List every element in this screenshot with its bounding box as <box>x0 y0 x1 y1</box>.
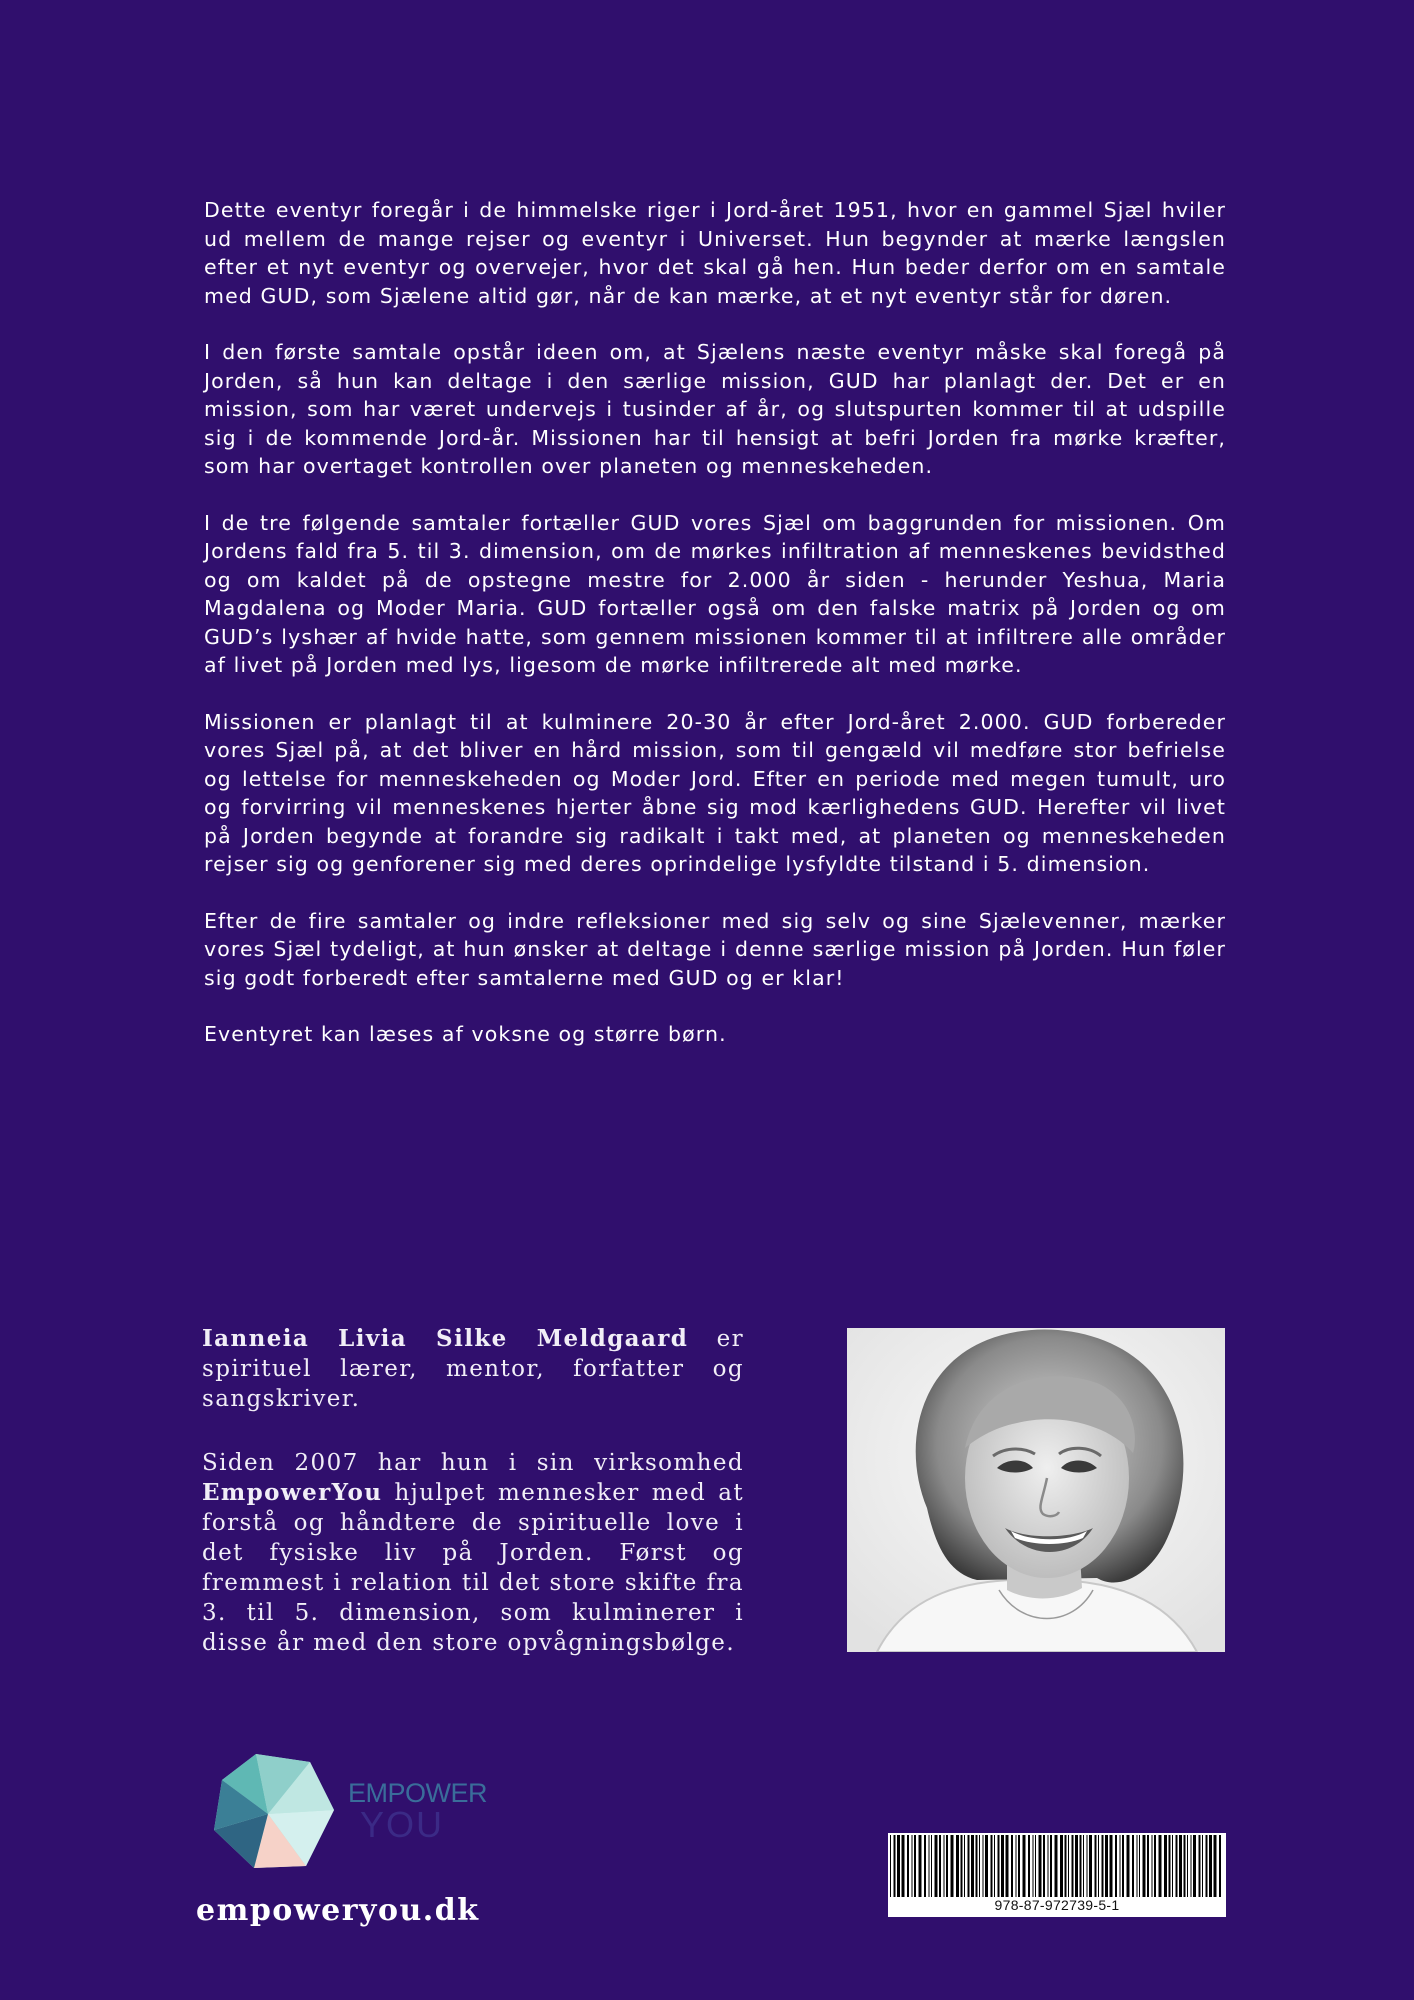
blurb-paragraph-3: I de tre følgende samtaler fortæller GUD vores Sjæl om baggrunden for missionen. Om Jordens fald fra 5. til 3. dimension, om de mørkes infiltration af menneskenes bevidsthed og om kaldet på de opstegne mestre for 2.000 år siden - herunder Yeshua, Maria Magdalena og Moder Maria. GUD fortæller også om den falske matrix på Jorden og om GUD’s lyshær af hvide hatte, som gennem missionen kommer til at infiltrere alle områder af livet på Jorden med lys, ligesom de mørke infiltrerede alt med mørke. <box>204 510 1226 677</box>
barcode-bar <box>964 1835 965 1897</box>
barcode-bar <box>1139 1835 1140 1897</box>
barcode-bar <box>931 1835 932 1897</box>
barcode-bar <box>1164 1835 1167 1897</box>
company-name: EmpowerYou <box>202 1479 383 1506</box>
barcode-bar <box>907 1835 909 1897</box>
barcode-bar <box>1087 1835 1088 1897</box>
barcode-bar <box>1075 1835 1078 1897</box>
barcode-bar <box>1206 1835 1208 1897</box>
barcode-bar <box>1072 1835 1074 1897</box>
barcode-bar <box>902 1835 905 1897</box>
barcode-bar <box>1154 1835 1156 1897</box>
barcode-bar <box>914 1835 916 1897</box>
isbn-barcode <box>888 1833 1226 1917</box>
barcode-bars <box>890 1835 1224 1897</box>
barcode-bar <box>944 1835 945 1897</box>
barcode-bar <box>1055 1835 1058 1897</box>
barcode-bar <box>1105 1835 1108 1897</box>
barcode-bar <box>890 1835 891 1897</box>
barcode-bar <box>1011 1835 1013 1897</box>
barcode-bar <box>1191 1835 1192 1897</box>
author-photo <box>847 1328 1225 1652</box>
logo-word-you: YOU <box>360 1804 445 1845</box>
barcode-bar <box>983 1835 984 1897</box>
barcode-bar <box>1193 1835 1196 1897</box>
barcode-bar <box>1115 1835 1117 1897</box>
barcode-bar <box>897 1835 900 1897</box>
barcode-bar <box>1187 1835 1188 1897</box>
barcode-bar <box>935 1835 938 1897</box>
blurb-paragraph-6: Eventyret kan læses af voksne og større børn. <box>204 1022 727 1046</box>
barcode-bar <box>1184 1835 1186 1897</box>
barcode-bar <box>1033 1835 1034 1897</box>
barcode-bar <box>1199 1835 1201 1897</box>
heptagon-logo-icon <box>210 1748 342 1874</box>
blurb-paragraph-5: Efter de fire samtaler og indre refleksioner med sig selv og sine Sjælevenner, mærker vores Sjæl tydeligt, at hun ønsker at deltage i denne særlige mission på Jorden. Hun føler sig godt forberedt efter samtalerne med GUD og er klar! <box>204 908 1226 990</box>
barcode-bar <box>939 1835 941 1897</box>
barcode-bar <box>1006 1835 1009 1897</box>
barcode-bar <box>1035 1835 1036 1897</box>
barcode-bar <box>924 1835 926 1897</box>
barcode-bar <box>1122 1835 1124 1897</box>
barcode-bar <box>1120 1835 1121 1897</box>
barcode-bar <box>1080 1835 1082 1897</box>
barcode-bar <box>998 1835 1000 1897</box>
empoweryou-logo <box>210 1748 488 1878</box>
author-bio <box>202 1324 744 1692</box>
barcode-bar <box>1102 1835 1104 1897</box>
barcode-bar <box>1018 1835 1020 1897</box>
author-bio-paragraph <box>202 1448 744 1658</box>
barcode-bar <box>912 1835 913 1897</box>
barcode-bar <box>1016 1835 1017 1897</box>
barcode-bar <box>1095 1835 1097 1897</box>
barcode-bar <box>1159 1835 1162 1897</box>
barcode-bar <box>1039 1835 1042 1897</box>
author-intro-text: er spirituel lærer, mentor, forfatter og sangskriver. <box>202 1326 744 1412</box>
barcode-bar <box>919 1835 922 1897</box>
website-url: empoweryou.dk <box>196 1893 480 1928</box>
barcode-bar <box>929 1835 930 1897</box>
barcode-bar <box>1043 1835 1045 1897</box>
barcode-bar <box>946 1835 948 1897</box>
barcode-bar <box>1068 1835 1069 1897</box>
barcode-bar <box>1083 1835 1084 1897</box>
barcode-bar <box>956 1835 959 1897</box>
author-bio-rest: hjulpet mennesker med at forstå og håndtere de spirituelle love i det fysiske liv på Jorden. Først og fremmest i relation til det store skifte fra 3. til 5. dimension, som kulminerer i disse år med den store opvågningsbølge. <box>202 1480 744 1656</box>
barcode-bar <box>1214 1835 1217 1897</box>
barcode-bar <box>1060 1835 1063 1897</box>
barcode-bar <box>1209 1835 1212 1897</box>
author-portrait-image <box>847 1328 1225 1652</box>
blurb-paragraph-1: Dette eventyr foregår i de himmelske riger i Jord-året 1951, hvor en gammel Sjæl hviler ud mellem de mange rejser og eventyr i Universet. Hun begynder at mærke længslen efter et nyt eventyr og overvejer, hvor det skal gå hen. Hun beder derfor om en samtale med GUD, som Sjælene altid gør, når de kan mærke, at et nyt eventyr står for døren. <box>204 198 1226 308</box>
barcode-bar <box>1169 1835 1171 1897</box>
blurb-paragraph-2: I den første samtale opstår ideen om, at Sjælens næste eventyr måske skal foregå på Jorden, så hun kan deltage i den særlige mission, GUD har planlagt der. Det er en mission, som har været undervejs i tusinder af år, og slutspurten kommer til at udspille sig i de kommende Jord-år. Missionen har til hensigt at befri Jorden fra mørke kræfter, som har overtaget kontrollen over planeten og menneskeheden. <box>204 340 1226 478</box>
barcode-bar <box>968 1835 970 1897</box>
barcode-bar <box>1179 1835 1182 1897</box>
barcode-bar <box>1147 1835 1149 1897</box>
barcode-bar <box>1137 1835 1138 1897</box>
barcode-bar <box>1127 1835 1130 1897</box>
barcode-bar <box>1219 1835 1221 1897</box>
barcode-bar <box>979 1835 980 1897</box>
author-intro <box>202 1324 744 1414</box>
back-cover-blurb <box>204 196 1226 1077</box>
author-name: Ianneia Livia Silke Meldgaard <box>202 1325 689 1352</box>
barcode-bar <box>1048 1835 1049 1897</box>
barcode-bar <box>951 1835 954 1897</box>
barcode-bar <box>991 1835 993 1897</box>
barcode-bar <box>1132 1835 1134 1897</box>
logo-word-empower: EMPOWER <box>348 1778 488 1808</box>
barcode-bar <box>994 1835 995 1897</box>
barcode-bar <box>1028 1835 1030 1897</box>
barcode-bar <box>1172 1835 1173 1897</box>
barcode-bar <box>961 1835 963 1897</box>
barcode-bar <box>894 1835 896 1897</box>
barcode-bar <box>985 1835 988 1897</box>
barcode-bar <box>1050 1835 1052 1897</box>
barcode-bar <box>1152 1835 1153 1897</box>
barcode-bar <box>1202 1835 1203 1897</box>
barcode-bar <box>1143 1835 1146 1897</box>
author-bio-start: Siden 2007 har hun i sin virksomhed <box>202 1450 744 1476</box>
barcode-bar <box>1176 1835 1178 1897</box>
isbn-number: 978-87-972739-5-1 <box>994 1897 1120 1913</box>
blurb-paragraph-4: Missionen er planlagt til at kulminere 20-30 år efter Jord-året 2.000. GUD forbereder vores Sjæl på, at det bliver en hård mission, som til gengæld vil medføre stor befrielse og lettelse for menneskeheden og Moder Jord. Efter en periode med megen tumult, uro og forvirring vil menneskenes hjerter åbne sig mod kærlighedens GUD. Herefter vil livet på Jorden begynde at forandre sig radikalt i takt med, at planeten og menneskeheden rejser sig og genforener sig med deres oprindelige lysfyldte tilstand i 5. dimension. <box>204 709 1226 876</box>
barcode-bar <box>976 1835 978 1897</box>
barcode-bar <box>1089 1835 1092 1897</box>
barcode-bar <box>1001 1835 1004 1897</box>
barcode-bar <box>1110 1835 1113 1897</box>
barcode-bar <box>1023 1835 1026 1897</box>
barcode-bar <box>1098 1835 1099 1897</box>
barcode-bar <box>971 1835 974 1897</box>
barcode-bar <box>1065 1835 1067 1897</box>
